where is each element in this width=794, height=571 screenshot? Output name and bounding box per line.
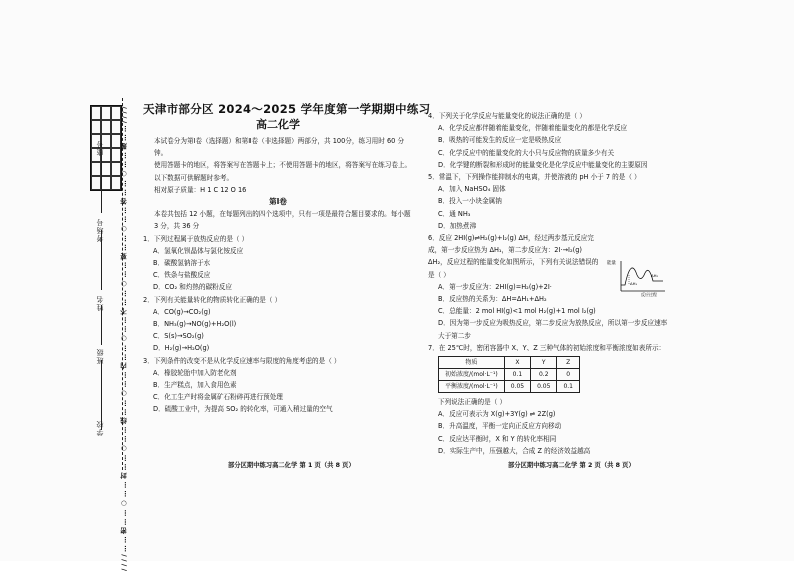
table-cell: 0.1	[504, 369, 530, 381]
table-row	[439, 381, 580, 393]
option: A．橡胶轮胎中加入防老化剂	[153, 368, 237, 377]
room-line	[101, 155, 102, 213]
question-5-stem: 5．常温下，下列操作能抑制水的电离，并使溶液的 pH 小于 7 的是（ ）	[428, 173, 641, 182]
option: B．生产糕点，加入食用色素	[153, 381, 237, 390]
question-4-stem: 4．下列关于化学反应与能量变化的说法正确的是（ ）	[428, 112, 586, 120]
option: B．投入一小块金属钠	[438, 197, 502, 206]
option: B．反应热的关系为：ΔH=ΔH₁+ΔH₂	[438, 295, 547, 304]
name-line	[101, 230, 102, 290]
option: D．实际生产中，压强越大，合成 Z 的经济效益越高	[438, 446, 591, 455]
option: C．通 NH₃	[438, 209, 471, 218]
option: C．铁条与盐酸反应	[153, 271, 211, 280]
table-cell: 0.05	[531, 381, 557, 393]
table-header: 物质	[439, 357, 505, 369]
option: D．硫酸工业中，为提高 SO₂ 的转化率，可通入稍过量的空气	[153, 405, 333, 414]
question-2-stem: 2．下列有关能量转化的物质转化正确的是（ ）	[143, 295, 282, 304]
seal-line-text: ////……密……○……封……○……线……○……内……○……不……○……要……○……答……○……题……////	[120, 104, 128, 571]
exam-subtitle: 高二化学	[256, 118, 300, 131]
table-header-row	[439, 357, 580, 369]
table-header: Y	[531, 357, 557, 369]
energy-profile-diagram	[607, 255, 669, 297]
option: D．加热煮沸	[438, 221, 477, 230]
school-line	[101, 360, 102, 430]
field-name: 姓名	[96, 295, 104, 311]
graph-ylabel: 能量	[607, 261, 616, 266]
option: B．NH₃(g)→NO(g)+H₂O(l)	[153, 320, 237, 329]
field-class: 班级	[96, 348, 104, 364]
field-exam-room: 考场号	[96, 218, 104, 242]
option: C．S(s)→SO₂(g)	[153, 332, 204, 341]
field-school: 学校	[96, 420, 104, 436]
option: A．第一步反应为：2HI(g)=H₂(g)+2I·	[438, 282, 552, 291]
intro-paragraph: 使用答题卡的地区，将答案写在答题卡上；不使用答题卡的地区，将答案写在练习卷上。	[154, 161, 412, 170]
graph-dh1: ΔH₁	[630, 281, 637, 286]
question-6-stem: 6．反应 2HI(g)⇌H₂(g)+I₂(g) ΔH，经过两步基元反应完成，第一步反应热为 ΔH₁，第二步反应为：2I·→I₂(g) ΔH₂，反应过程的能量变化如图所示，下列有关说法错误的是（ ）	[428, 234, 599, 279]
field-seat: 座号	[96, 140, 104, 156]
page-1	[143, 102, 431, 416]
table-row	[439, 369, 580, 381]
graph-dh2: ΔH₂	[651, 273, 658, 278]
question-7-stem: 7．在 25℃时，密闭容器中 X、Y、Z 三种气体的初始浓度和平衡浓度如表所示：	[428, 343, 666, 352]
option: B．吸热的可能发生的反应一定是吸热反应	[438, 136, 562, 145]
table-cell: 0	[557, 369, 580, 381]
question-1-stem: 1．下列过程属于放热反应的是（ ）	[143, 234, 249, 243]
option: C．总能量：2 mol HI(g)<1 mol H₂(g)+1 mol I₂(g)	[438, 307, 596, 316]
page-2-footer: 部分区期中练习高二化学 第 2 页（共 8 页）	[508, 462, 635, 469]
option: B．升高温度，平衡一定向正反应方向移动	[438, 422, 562, 431]
option: A．反应可表示为 X(g)+3Y(g) ⇌ 2Z(g)	[438, 410, 556, 419]
graph-xlabel: 反应过程	[641, 292, 657, 297]
page-1-footer: 部分区期中练习高二化学 第 1 页（共 8 页）	[228, 462, 355, 469]
option: C．化工生产时将金属矿石粉碎再进行预处理	[153, 393, 283, 402]
table-header: X	[504, 357, 530, 369]
option: A．氢氧化钡晶体与氯化铵反应	[153, 246, 244, 255]
table-cell: 0.05	[504, 381, 530, 393]
option: A．CO(g)→CO₂(g)	[153, 307, 211, 316]
option: D．CO₂ 和灼热的碳粉反应	[153, 283, 232, 292]
option: B．碳酸氢钠溶于水	[153, 259, 211, 268]
table-cell: 平衡浓度/(mol·L⁻¹)	[439, 381, 505, 393]
intro-paragraph: 相对原子质量：H 1 C 12 O 16	[154, 185, 247, 194]
option: D．因为第一步反应为吸热反应，第二步反应为放热反应，所以第一步反应速率大于第二步	[438, 319, 668, 340]
option: A．加入 NaHSO₄ 固体	[438, 185, 506, 194]
intro-paragraph: 以下数据可供解题时参考。	[154, 173, 234, 182]
section-heading: 第Ⅰ卷	[269, 197, 287, 207]
concentration-table	[438, 356, 580, 393]
table-cell: 0.1	[557, 381, 580, 393]
option: D．化学键的断裂和形成时的能量变化是化学反应中能量变化的主要原因	[438, 160, 648, 169]
question-3-stem: 3．下列条件的改变不是从化学反应速率与限度的角度考虑的是（ ）	[143, 356, 341, 365]
section-note: 本卷共包括 12 小题，在每题列出的四个选项中，只有一项是最符合题目要求的。每小题 3 分，共 36 分	[154, 210, 411, 231]
option: C．反应达平衡时，X 和 Y 的转化率相同	[438, 434, 557, 443]
table-cell: 初始浓度/(mol·L⁻¹)	[439, 369, 505, 381]
option: A．化学反应都伴随着能量变化，伴随着能量变化的都是化学反应	[438, 124, 628, 133]
question-7-prompt: 下列说法正确的是（ ）	[438, 398, 507, 407]
exam-title: 天津市部分区 2024～2025 学年度第一学期期中练习	[143, 102, 431, 116]
option: C．化学反应中的能量变化的大小只与反应物的质量多少有关	[438, 148, 615, 157]
table-header: Z	[557, 357, 580, 369]
table-cell: 0.2	[531, 369, 557, 381]
option: D．H₂(g)→H₂O(g)	[153, 344, 210, 353]
intro-paragraph: 本试卷分为第Ⅰ卷（选择题）和第Ⅱ卷（非选择题）两部分，共 100分，练习用时 60 分钟。	[154, 137, 405, 158]
class-line	[101, 305, 102, 345]
